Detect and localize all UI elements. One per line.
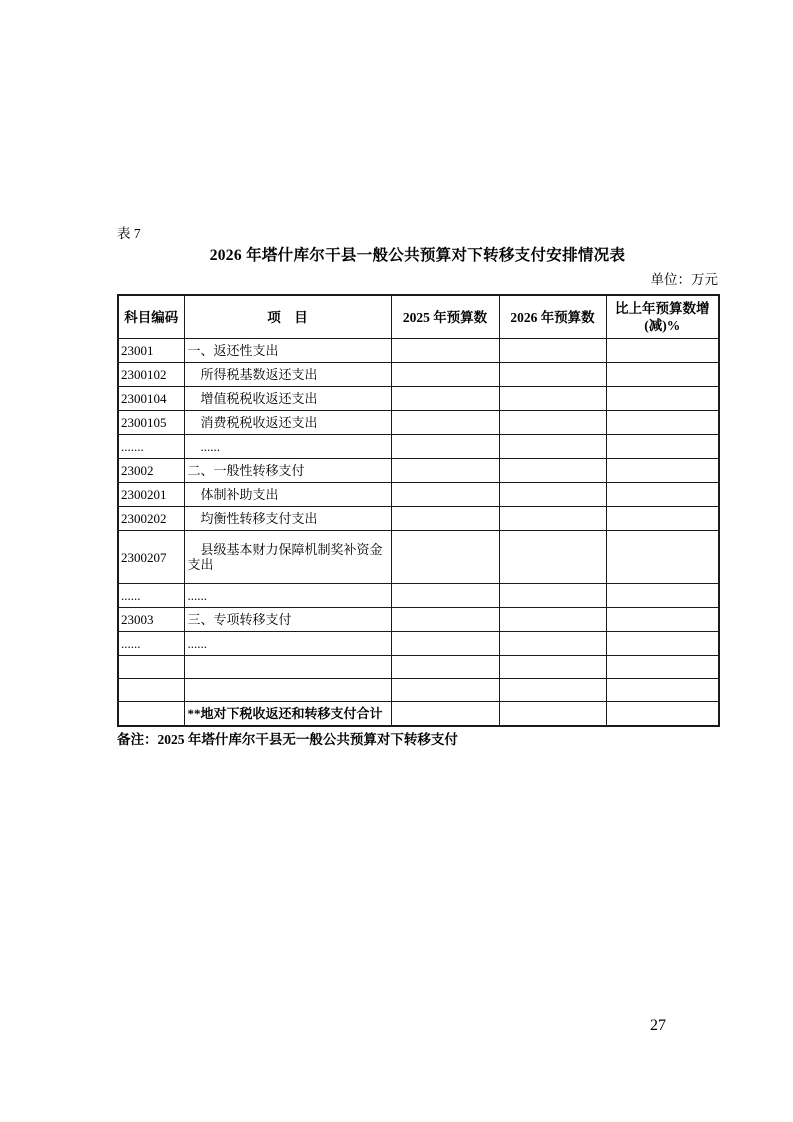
budget-2026-cell — [499, 435, 606, 459]
page-number: 27 — [650, 1017, 666, 1034]
change-pct-cell — [606, 531, 719, 584]
table-header — [118, 295, 719, 339]
budget-2025-cell — [391, 363, 499, 387]
table-row-ellipsis — [118, 584, 719, 608]
budget-2025-cell — [391, 656, 499, 679]
budget-2025-cell — [391, 387, 499, 411]
change-pct-cell — [606, 702, 719, 727]
table-row — [118, 411, 719, 435]
total-item-cell: **地对下税收返还和转移支付合计 — [184, 702, 391, 727]
table-row — [118, 387, 719, 411]
col-header-change-pct: 比上年预算数增(减)% — [606, 295, 719, 339]
budget-2025-cell — [391, 507, 499, 531]
budget-2026-cell — [499, 459, 606, 483]
change-pct-cell — [606, 411, 719, 435]
budget-2026-cell — [499, 387, 606, 411]
subject-code-cell: 2300207 — [118, 531, 184, 584]
table-title: 2026 年塔什库尔干县一般公共预算对下转移支付安排情况表 — [209, 247, 626, 264]
budget-2026-cell — [499, 702, 606, 727]
subject-code-cell — [118, 679, 184, 702]
change-pct-cell — [606, 483, 719, 507]
subject-code-cell: ....... — [118, 435, 184, 459]
item-cell: 消费税税收返还支出 — [184, 411, 391, 435]
change-pct-cell — [606, 632, 719, 656]
subject-code-cell: ...... — [118, 632, 184, 656]
col-header-subject-code: 科目编码 — [118, 295, 184, 339]
item-cell: ...... — [184, 632, 391, 656]
subject-code-cell: ...... — [118, 584, 184, 608]
document-content — [117, 225, 718, 749]
budget-2025-cell — [391, 459, 499, 483]
budget-2026-cell — [499, 411, 606, 435]
transfer-payment-table — [117, 294, 720, 727]
budget-2026-cell — [499, 483, 606, 507]
table-row — [118, 363, 719, 387]
subject-code-cell: 23001 — [118, 339, 184, 363]
item-cell: 三、专项转移支付 — [184, 608, 391, 632]
subject-code-cell: 2300102 — [118, 363, 184, 387]
header-row — [118, 295, 719, 339]
subject-code-cell: 2300201 — [118, 483, 184, 507]
table-row — [118, 531, 719, 584]
budget-2026-cell — [499, 507, 606, 531]
budget-2025-cell — [391, 531, 499, 584]
change-pct-cell — [606, 339, 719, 363]
budget-2026-cell — [499, 656, 606, 679]
item-cell: 均衡性转移支付支出 — [184, 507, 391, 531]
budget-2025-cell — [391, 483, 499, 507]
change-pct-cell — [606, 459, 719, 483]
subject-code-cell — [118, 656, 184, 679]
table-row-ellipsis — [118, 632, 719, 656]
col-header-budget-2026: 2026 年预算数 — [499, 295, 606, 339]
budget-2026-cell — [499, 339, 606, 363]
change-pct-cell — [606, 584, 719, 608]
budget-2026-cell — [499, 584, 606, 608]
change-pct-cell — [606, 435, 719, 459]
item-cell: 一、返还性支出 — [184, 339, 391, 363]
subject-code-cell: 2300104 — [118, 387, 184, 411]
item-cell: ...... — [184, 584, 391, 608]
budget-2026-cell — [499, 632, 606, 656]
table-row-empty — [118, 679, 719, 702]
budget-2025-cell — [391, 679, 499, 702]
footnote: 备注：2025 年塔什库尔干县无一般公共预算对下转移支付 — [117, 732, 458, 747]
table-row-total — [118, 702, 719, 727]
table-row — [118, 608, 719, 632]
subject-code-cell — [118, 702, 184, 727]
subject-code-cell: 2300105 — [118, 411, 184, 435]
budget-2026-cell — [499, 363, 606, 387]
change-pct-cell — [606, 679, 719, 702]
change-pct-cell — [606, 363, 719, 387]
item-cell: 增值税税收返还支出 — [184, 387, 391, 411]
table-row — [118, 507, 719, 531]
change-pct-cell — [606, 507, 719, 531]
item-cell: 二、一般性转移支付 — [184, 459, 391, 483]
budget-2025-cell — [391, 608, 499, 632]
table-row — [118, 483, 719, 507]
budget-2025-cell — [391, 632, 499, 656]
item-cell — [184, 679, 391, 702]
col-header-item: 项 目 — [184, 295, 391, 339]
table-row — [118, 459, 719, 483]
col-header-budget-2025: 2025 年预算数 — [391, 295, 499, 339]
budget-2025-cell — [391, 584, 499, 608]
budget-2026-cell — [499, 608, 606, 632]
unit-label: 单位：万元 — [650, 272, 718, 287]
budget-2025-cell — [391, 435, 499, 459]
table-body — [118, 339, 719, 727]
subject-code-cell: 2300202 — [118, 507, 184, 531]
budget-2026-cell — [499, 531, 606, 584]
change-pct-cell — [606, 656, 719, 679]
change-pct-cell — [606, 387, 719, 411]
budget-2026-cell — [499, 679, 606, 702]
budget-2025-cell — [391, 411, 499, 435]
subject-code-cell: 23003 — [118, 608, 184, 632]
table-row — [118, 339, 719, 363]
item-cell — [184, 656, 391, 679]
table-row-ellipsis — [118, 435, 719, 459]
item-cell: 体制补助支出 — [184, 483, 391, 507]
item-cell: 县级基本财力保障机制奖补资金支出 — [184, 531, 391, 584]
table-row-empty — [118, 656, 719, 679]
budget-2025-cell — [391, 339, 499, 363]
item-cell: 所得税基数返还支出 — [184, 363, 391, 387]
change-pct-cell — [606, 608, 719, 632]
item-cell: ...... — [184, 435, 391, 459]
table-number-label: 表 7 — [117, 226, 141, 241]
budget-2025-cell — [391, 702, 499, 727]
subject-code-cell: 23002 — [118, 459, 184, 483]
